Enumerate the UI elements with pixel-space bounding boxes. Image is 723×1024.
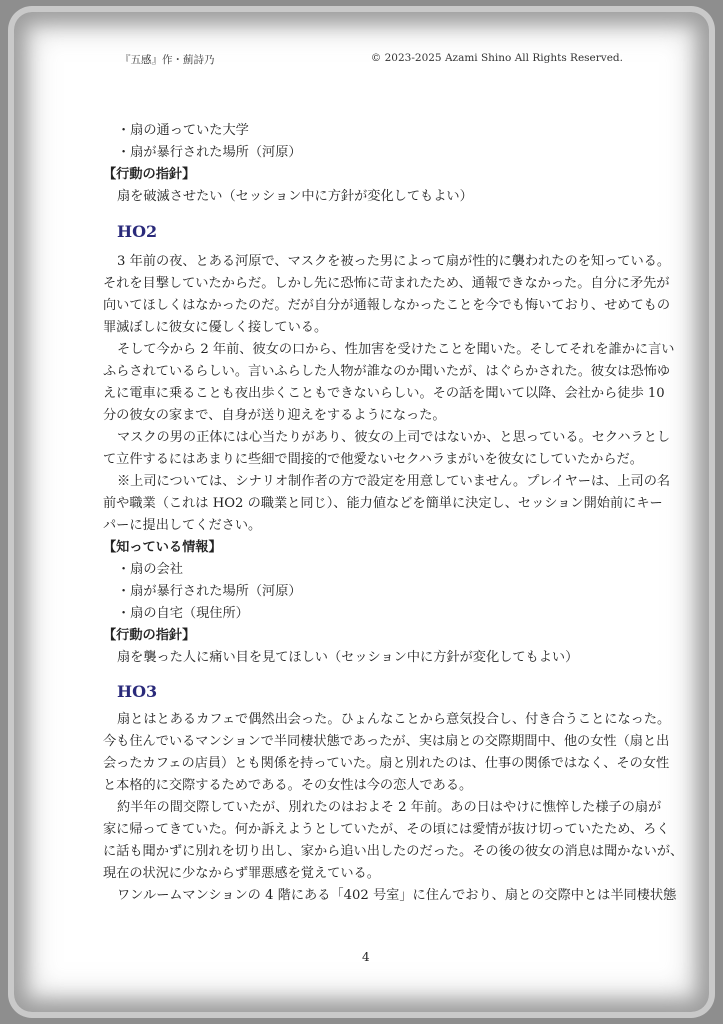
body-text-line: 家に帰ってきていた。何か訴えようとしていたが、その頃には愛情が抜け切っていたため、ろく (103, 822, 670, 837)
body-text-line: パーに提出してください。 (103, 518, 262, 533)
body-text-line: 会ったカフェの店員）とも関係を持っていた。扇と別れたのは、仕事の関係ではなく、その女性 (103, 756, 670, 771)
body-text-line: 扇とはとあるカフェで偶然出会った。ひょんなことから意気投合し、付き合うことになった。 (117, 712, 671, 727)
body-text-line: 罪滅ぼしに彼女に優しく接している。 (103, 320, 328, 335)
header-copyright: © 2023-2025 Azami Shino All Rights Reserved. (370, 52, 623, 64)
bullet: ・扇の自宅（現住所） (117, 606, 249, 621)
body-text-line: と本格的に交際するためである。その女性は今の恋人である。 (103, 778, 473, 793)
section-heading: 【行動の指針】 (103, 628, 196, 643)
body-text-line: えに電車に乗ることも夜出歩くこともできないらしい。その話を聞いて以降、会社から徒歩 10 (103, 386, 665, 401)
section-heading: 【行動の指針】 (103, 167, 196, 182)
body-text-line: ふらされているらしい。言いふらした人物が誰なのか聞いたが、はぐらかされた。彼女は恐怖ゆ (103, 364, 671, 379)
body-text-line: それを目撃していたからだ。しかし先に恐怖に苛まれたため、通報できなかった。自分に矛先が (103, 276, 670, 291)
body-text-line: マスクの男の正体には心当たりがあり、彼女の上司ではないか、と思っている。セクハラとし (117, 430, 671, 445)
section-heading: 【知っている情報】 (103, 540, 222, 555)
body-text-line: 今も住んでいるマンションで半同棲状態であったが、実は扇との交際期間中、他の女性（扇と出 (103, 734, 670, 749)
body-text-line: ※上司については、シナリオ制作者の方で設定を用意していません。プレイヤーは、上司の名 (117, 474, 671, 489)
bullet: ・扇が暴行された場所（河原） (117, 145, 302, 160)
body-text-line: て立件するにはあまりに些細で間接的で他愛ないセクハラまがいを彼女にしていたからだ。 (103, 452, 643, 467)
body-text-line: 現在の状況に少なからず罪悪感を覚えている。 (103, 866, 380, 881)
body-text-line: 向いてほしくはなかったのだ。だが自分が通報しなかったことを今でも悔いており、せめてもの (103, 298, 671, 313)
body-text-line: 分の彼女の家まで、自身が送り迎えをするようになった。 (103, 408, 446, 423)
body-text-line: 約半年の間交際していたが、別れたのはおよそ 2 年前。あの日はやけに憔悴した様子の扇が (117, 800, 662, 815)
body-text-line: そして今から 2 年前、彼女の口から、性加害を受けたことを聞いた。そしてそれを誰かに言い (117, 342, 675, 357)
page-number: 4 (362, 950, 370, 964)
bullet: ・扇の通っていた大学 (117, 123, 249, 138)
body-text-line: に話も聞かずに別れを切り出し、家から追い出したのだった。その後の彼女の消息は聞かないが、 (103, 844, 684, 859)
header-title: 『五感』作・薊詩乃 (120, 54, 215, 66)
bullet: ・扇が暴行された場所（河原） (117, 584, 302, 599)
body-text-line: 前や職業（これは HO2 の職業と同じ）、能力値などを簡単に決定し、セッション開始前にキー (103, 496, 663, 511)
heading-ho3: HO3 (117, 682, 158, 701)
body-text-line: ワンルームマンションの 4 階にある「402 号室」に住んでおり、扇との交際中とは半同棲状態 (117, 888, 677, 903)
heading-ho2: HO2 (117, 222, 158, 241)
policy-text: 扇を襲った人に痛い目を見てほしい（セッション中に方針が変化してもよい） (117, 650, 579, 665)
body-text-line: 3 年前の夜、とある河原で、マスクを被った男によって扇が性的に襲われたのを知っている。 (117, 254, 671, 269)
bullet: ・扇の会社 (117, 562, 183, 577)
policy-text: 扇を破滅させたい（セッション中に方針が変化してもよい） (117, 189, 473, 204)
